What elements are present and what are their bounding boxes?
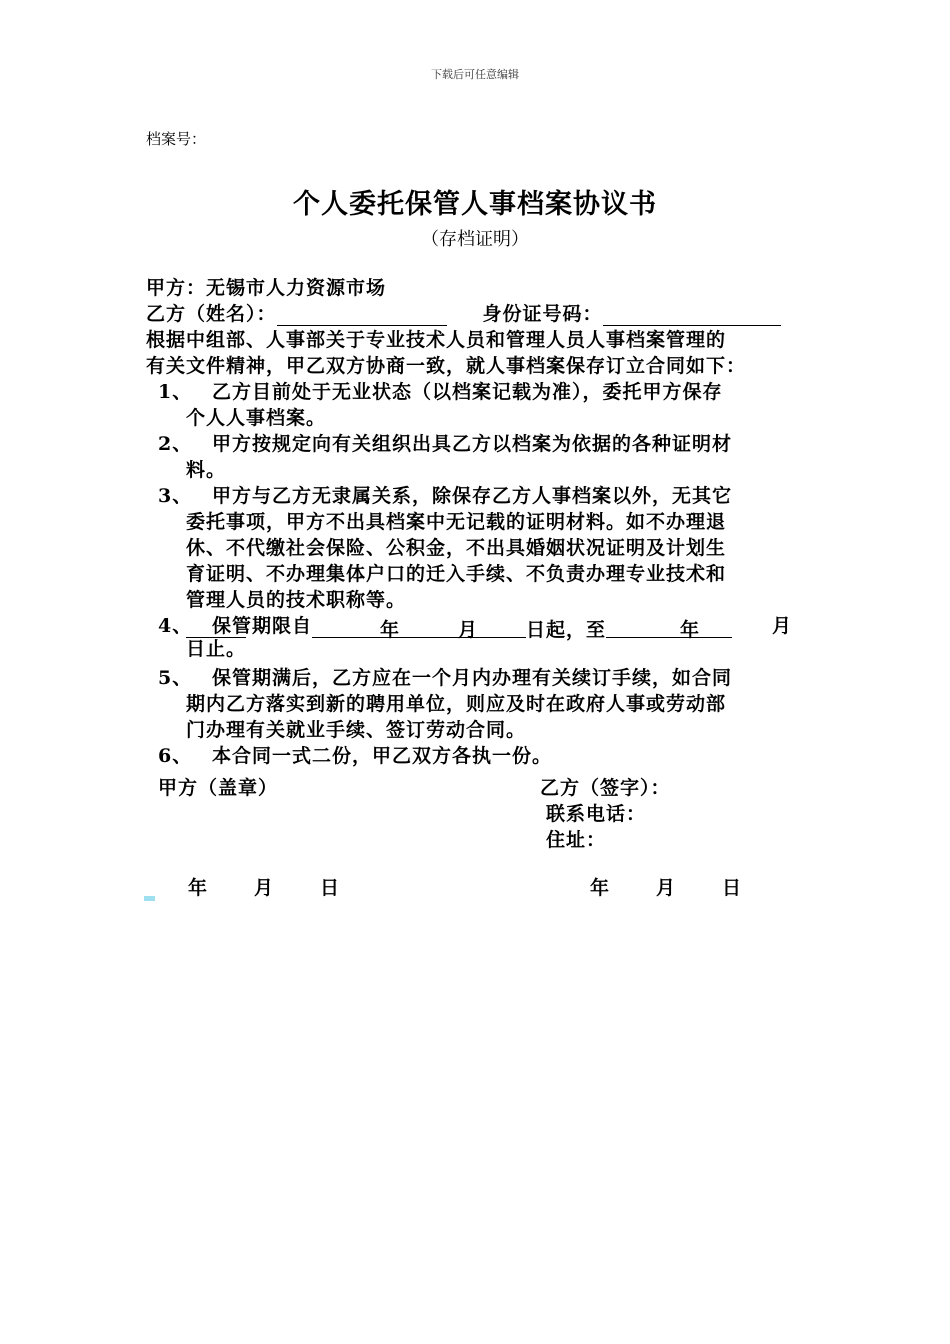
item-number: 2、 — [158, 433, 193, 455]
party-b-name-blank[interactable] — [277, 305, 447, 326]
item-number: 1、 — [158, 381, 193, 403]
item-text: 休、不代缴社会保险、公积金，不出具婚姻状况证明及计划生 — [186, 537, 727, 559]
item-text: 本合同一式二份，甲乙双方各执一份。 — [212, 745, 553, 767]
item-number: 6、 — [158, 745, 193, 767]
date-month-label: 月 — [656, 877, 677, 899]
item-text: 门办理有关就业手续、签订劳动合同。 — [186, 719, 527, 741]
item-text: 甲方与乙方无隶属关系，除保存乙方人事档案以外，无其它 — [212, 485, 733, 507]
date-year-label: 年 — [590, 877, 611, 899]
party-a-date — [188, 873, 340, 900]
item-text: 保管期满后，乙方应在一个月内办理有关续订手续，如合同 — [212, 667, 733, 689]
date-month-label: 月 — [254, 877, 275, 899]
period-year-label: 年 — [380, 619, 401, 641]
item-number: 5、 — [158, 667, 193, 689]
item-text: 管理人员的技术职称等。 — [186, 589, 407, 611]
page-title: 个人委托保管人事档案协议书 — [293, 189, 657, 220]
party-a-seal-label: 甲方（盖章） — [158, 777, 279, 799]
date-day-label: 日 — [320, 877, 341, 899]
period-month-label: 月 — [458, 619, 479, 641]
date-year-label: 年 — [188, 877, 209, 899]
item-number: 4、 — [158, 615, 193, 637]
item-text: 个人人事档案。 — [186, 407, 327, 429]
id-number-blank[interactable] — [603, 305, 781, 326]
item-4-period-line — [212, 611, 802, 641]
period-label: 保管期限自 — [212, 615, 313, 637]
item-text: 甲方按规定向有关组织出具乙方以档案为依据的各种证明材 — [212, 433, 733, 455]
address-label: 住址： — [546, 829, 607, 851]
item-text: 日止。 — [186, 638, 247, 660]
party-b-line — [146, 299, 781, 326]
page-subtitle: （存档证明） — [421, 229, 529, 250]
item-text: 期内乙方落实到新的聘用单位，则应及时在政府人事或劳动部 — [186, 693, 727, 715]
phone-label: 联系电话： — [546, 803, 647, 825]
date-day-label: 日 — [722, 877, 743, 899]
period-year2-label: 年 — [680, 619, 701, 641]
party-b-name-label: 乙方（姓名）： — [146, 303, 277, 325]
id-number-label: 身份证号码： — [482, 303, 603, 325]
item-number: 3、 — [158, 485, 193, 507]
party-b-signature-label: 乙方（签字）： — [540, 777, 671, 799]
item-text: 委托事项，甲方不出具档案中无记载的证明材料。如不办理退 — [186, 511, 727, 533]
item-text: 料。 — [186, 459, 227, 481]
period-day-from-label: 日起，至 — [526, 615, 606, 642]
period-month2-label: 月 — [772, 615, 793, 637]
intro-line: 根据中组部、人事部关于专业技术人员和管理人员人事档案管理的 — [146, 329, 727, 351]
cursor-marker — [144, 896, 155, 901]
party-a-line: 甲方：无锡市人力资源市场 — [146, 277, 387, 299]
header-note: 下载后可任意编辑 — [431, 68, 519, 81]
item-text: 乙方目前处于无业状态（以档案记载为准），委托甲方保存 — [212, 381, 723, 403]
archive-number-label: 档案号： — [146, 130, 207, 148]
item-text: 育证明、不办理集体户口的迁入手续、不负责办理专业技术和 — [186, 563, 727, 585]
intro-line: 有关文件精神，甲乙双方协商一致，就人事档案保存订立合同如下： — [146, 355, 747, 377]
period-blank[interactable] — [312, 615, 732, 641]
party-b-date — [590, 873, 742, 900]
